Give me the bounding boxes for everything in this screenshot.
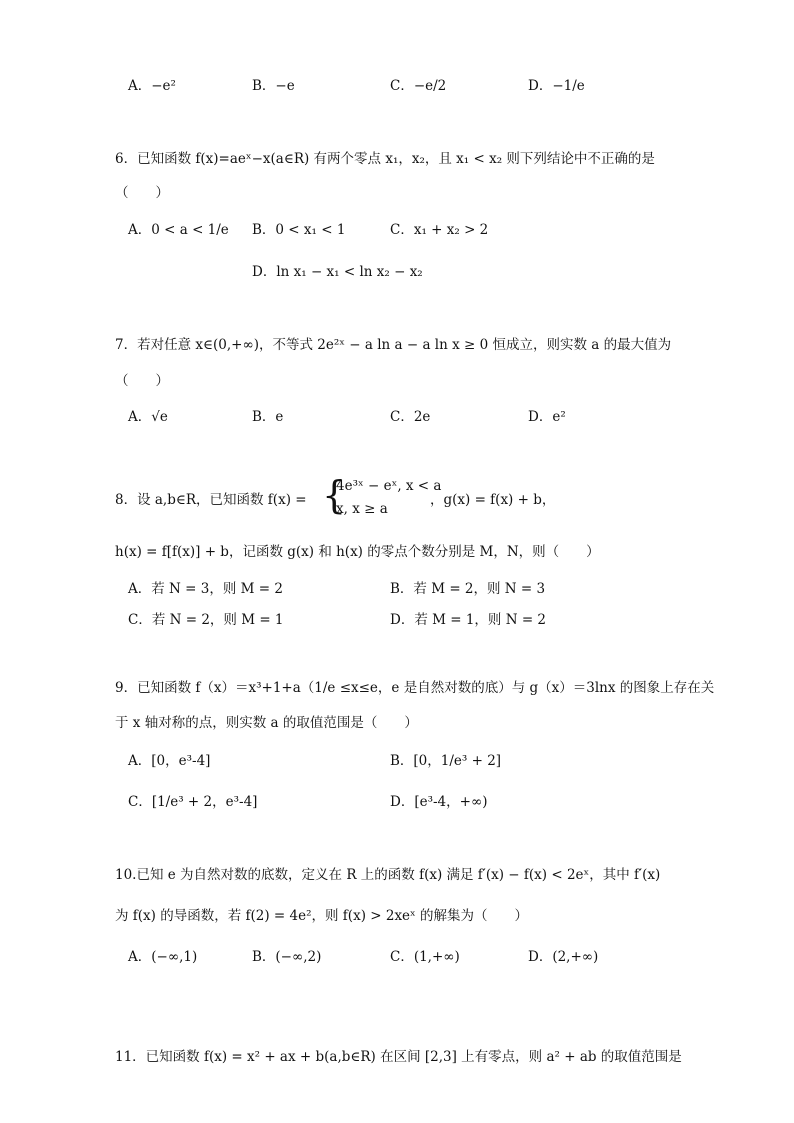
q6-option-d: D．ln x₁ − x₁ < ln x₂ − x₂ <box>252 264 423 280</box>
q10-option-a: A．(−∞,1) <box>128 949 198 965</box>
q7-option-d: D．e² <box>528 409 566 425</box>
q8-piece-2: x, x ≥ a <box>336 501 388 517</box>
q10-stem: 10.已知 e 为自然对数的底数，定义在 R 上的函数 f(x) 满足 f′(x) − f(x) < 2eˣ，其中 f′(x) <box>115 867 661 883</box>
q6-option-c: C．x₁ + x₂ > 2 <box>390 222 489 238</box>
q7-option-c: C．2e <box>390 409 431 425</box>
q10-option-b: B．(−∞,2) <box>252 949 322 965</box>
q9-stem: 9．已知函数 f（x）＝x³+1+a（1/e ≤x≤e，e 是自然对数的底）与 g（x）＝3lnx 的图象上存在关 <box>115 680 715 696</box>
q8-option-b: B．若 M = 2，则 N = 3 <box>390 581 546 597</box>
q9-option-c: C．[1/e³ + 2，e³-4] <box>128 794 258 810</box>
q8-stem-hx: h(x) = f[f(x)] + b，记函数 g(x) 和 h(x) 的零点个数分别是 M，N，则（ ） <box>115 544 600 560</box>
q9-option-a: A．[0，e³-4] <box>128 753 211 769</box>
q10-option-c: C．(1,+∞) <box>390 949 460 965</box>
q9-stem-continued: 于 x 轴对称的点，则实数 a 的取值范围是（ ） <box>115 715 418 731</box>
q8-stem-gx: ，g(x) = f(x) + b， <box>430 492 556 508</box>
q8-option-d: D．若 M = 1，则 N = 2 <box>390 612 547 628</box>
q5-option-c: C．−e/2 <box>390 78 447 94</box>
q6-option-b: B．0 < x₁ < 1 <box>252 222 346 238</box>
q8-piecewise-brace: { <box>322 473 347 517</box>
q10-option-d: D．(2,+∞) <box>528 949 599 965</box>
q6-stem: 6．已知函数 f(x)=aeˣ−x(a∈R) 有两个零点 x₁，x₂，且 x₁ < x₂ 则下列结论中不正确的是 <box>115 151 655 167</box>
q5-option-b: B．−e <box>252 78 295 94</box>
q8-piece-1: 4e³ˣ − eˣ, x < a <box>336 478 442 494</box>
q10-stem-continued: 为 f(x) 的导函数，若 f(2) = 4e²，则 f(x) > 2xeˣ 的解集为（ ） <box>115 908 529 924</box>
q7-stem: 7．若对任意 x∈(0,+∞)，不等式 2e²ˣ − a ln a − a ln x ≥ 0 恒成立，则实数 a 的最大值为 <box>115 337 672 353</box>
q9-option-b: B．[0，1/e³ + 2] <box>390 753 502 769</box>
q7-option-b: B．e <box>252 409 284 425</box>
q5-option-a: A．−e² <box>128 78 176 94</box>
q11-stem: 11．已知函数 f(x) = x² + ax + b(a,b∈R) 在区间 [2,3] 上有零点，则 a² + ab 的取值范围是 <box>115 1049 682 1065</box>
q6-answer-paren: （ ） <box>115 185 169 201</box>
q9-option-d: D．[e³-4，+∞) <box>390 794 488 810</box>
q8-option-a: A．若 N = 3，则 M = 2 <box>128 581 283 597</box>
q7-answer-paren: （ ） <box>115 373 169 389</box>
q7-option-a: A．√e <box>128 409 168 425</box>
q5-option-d: D．−1/e <box>528 78 585 94</box>
q6-option-a: A．0 < a < 1/e <box>128 222 229 238</box>
q8-option-c: C．若 N = 2，则 M = 1 <box>128 612 284 628</box>
q8-stem-start: 8．设 a,b∈R，已知函数 f(x) = <box>115 492 307 508</box>
